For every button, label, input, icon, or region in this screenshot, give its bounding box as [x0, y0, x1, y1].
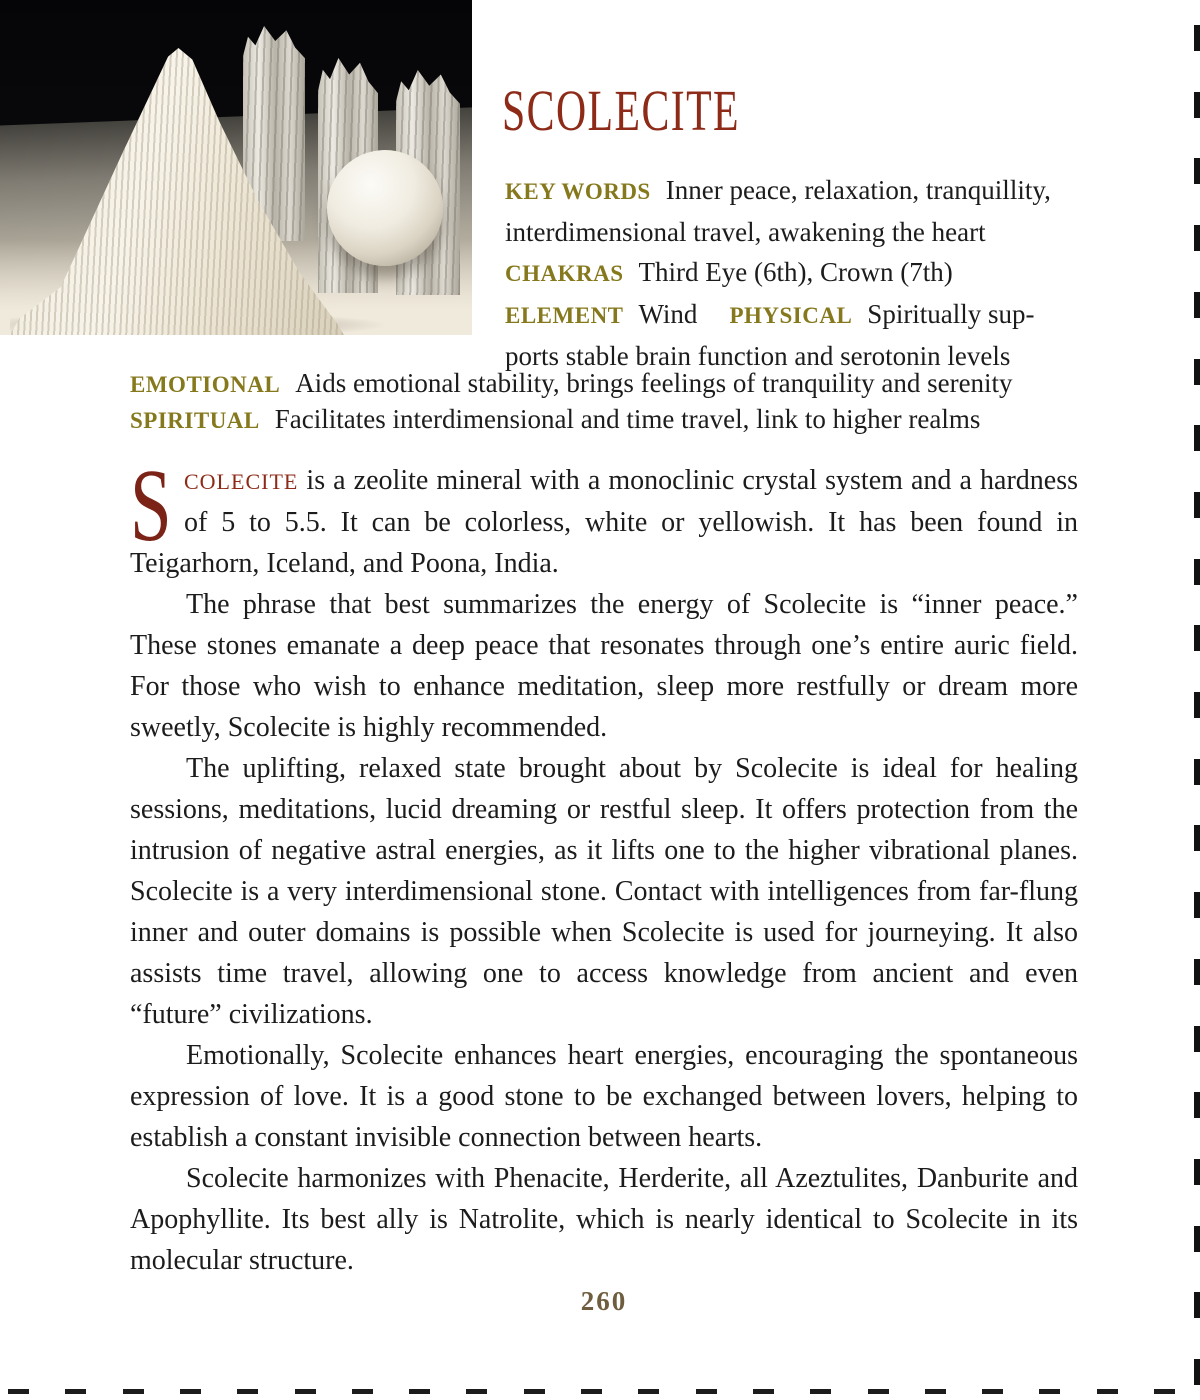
page-title: SCOLECITE — [502, 78, 740, 143]
attribute-text: ports stable brain function and serotonin levels — [505, 341, 1011, 371]
page-number: 260 — [580, 1286, 628, 1316]
page-edge-tick — [1194, 492, 1200, 518]
page-bottom-tick — [753, 1389, 774, 1394]
attribute-label: CHAKRAS — [505, 261, 624, 286]
page-edge-tick — [1194, 1292, 1200, 1318]
attribute-line — [505, 252, 1105, 294]
page-edge-tick — [1194, 92, 1200, 118]
page-edge-tick — [1194, 625, 1200, 651]
attribute-line — [505, 170, 1105, 212]
page-edge-tick — [1194, 1159, 1200, 1185]
page-edge-tick — [1194, 959, 1200, 985]
attribute-line — [505, 212, 1105, 252]
attribute-label: KEY WORDS — [505, 179, 651, 204]
attribute-text: Spiritually sup- — [867, 299, 1035, 329]
page-bottom-tick — [466, 1389, 487, 1394]
attributes-column — [505, 170, 1105, 376]
page-bottom-tick — [638, 1389, 659, 1394]
page-bottom-tick — [8, 1389, 29, 1394]
page-bottom-tick — [65, 1389, 86, 1394]
page-edge-tick — [1194, 25, 1200, 51]
paragraph: The uplifting, relaxed state brought about by Scolecite is ideal for healing sessions, meditations, lucid dreaming or restful sleep. It offers protection from the intrusion of negative astral energies, as it lifts one to the higher vibrational planes. Scolecite is a very interdimensional stone. Contact with intelligences from far-flung inner and outer domains is possible when Scolecite is used for journeying. It also assists time travel, allowing one to access knowledge from ancient and even “future” civilizations. — [130, 753, 1078, 1030]
page-edge-tick — [1194, 1026, 1200, 1052]
body-text — [130, 448, 1078, 1281]
page-bottom-tick — [524, 1389, 545, 1394]
paragraph: Emotionally, Scolecite enhances heart energies, encouraging the spontaneous expression of love. It is a good stone to be exchanged between lovers, helping to establish a constant invisible connection between hearts. — [130, 1040, 1078, 1153]
page-bottom-tick — [868, 1389, 889, 1394]
lead-word-smallcaps: COLECITE — [184, 469, 299, 494]
attribute-label: ELEMENT — [505, 303, 624, 328]
page-bottom-tick — [409, 1389, 430, 1394]
page-bottom-tick — [1097, 1389, 1118, 1394]
page-edge-tick — [1194, 759, 1200, 785]
page-bottom-tick — [581, 1389, 602, 1394]
page-bottom-tick — [352, 1389, 373, 1394]
scolecite-photo — [0, 0, 472, 335]
attribute-line — [130, 366, 1130, 402]
page-bottom-tick — [180, 1389, 201, 1394]
attribute-label: SPIRITUAL — [130, 408, 260, 433]
page-edge-tick — [1194, 692, 1200, 718]
attribute-text: Wind — [638, 299, 698, 329]
attribute-text: interdimensional travel, awakening the heart — [505, 217, 986, 247]
page-bottom-tick — [295, 1389, 316, 1394]
page-bottom-tick — [696, 1389, 717, 1394]
page-bottom-tick — [1154, 1389, 1175, 1394]
page-edge-tick — [1194, 359, 1200, 385]
paragraph: SCOLECITE is a zeolite mineral with a monoclinic crystal system and a hardness of 5 to 5.5. It can be colorless, white or yellowish. It has been found in Teigarhorn, Iceland, and Poona, India. — [130, 448, 1078, 579]
drop-cap: S — [130, 448, 172, 563]
attributes-fullwidth — [130, 366, 1130, 438]
attribute-text: Aids emotional stability, brings feelings of tranquility and serenity — [295, 368, 1013, 398]
page-bottom-tick — [1039, 1389, 1060, 1394]
attribute-text: Facilitates interdimensional and time travel, link to higher realms — [274, 404, 981, 434]
page-edge-tick — [1194, 892, 1200, 918]
page-edge-tick — [1194, 225, 1200, 251]
attribute-line — [505, 294, 1105, 336]
attribute-text: Inner peace, relaxation, tranquillity, — [665, 175, 1051, 205]
attribute-line — [130, 402, 1130, 438]
page-edge-tick — [1194, 1359, 1200, 1385]
page-bottom-tick — [123, 1389, 144, 1394]
page-bottom-tick — [925, 1389, 946, 1394]
paragraph: The phrase that best summarizes the energy of Scolecite is “inner peace.” These stones emanate a deep peace that resonates through one’s entire auric field. For those who wish to enhance meditation, sleep more restfully or dream more sweetly, Scolecite is highly recommended. — [130, 589, 1078, 743]
page-bottom-tick — [810, 1389, 831, 1394]
attribute-text: Third Eye (6th), Crown (7th) — [638, 257, 953, 287]
attribute-label: EMOTIONAL — [130, 372, 281, 397]
page-bottom-tick — [237, 1389, 258, 1394]
page-edge-tick — [1194, 559, 1200, 585]
paragraph: Scolecite harmonizes with Phenacite, Herderite, all Azeztulites, Danburite and Apophyllite. Its best ally is Natrolite, which is nearly identical to Scolecite in its molecular structure. — [130, 1163, 1078, 1276]
page-edge-tick — [1194, 825, 1200, 851]
page-edge-tick — [1194, 292, 1200, 318]
page-edge-tick — [1194, 1092, 1200, 1118]
page-edge-tick — [1194, 158, 1200, 184]
attribute-label: PHYSICAL — [729, 303, 853, 328]
page-edge-tick — [1194, 425, 1200, 451]
crystal-sphere — [327, 150, 443, 266]
page-edge-tick — [1194, 1226, 1200, 1252]
page-bottom-tick — [982, 1389, 1003, 1394]
